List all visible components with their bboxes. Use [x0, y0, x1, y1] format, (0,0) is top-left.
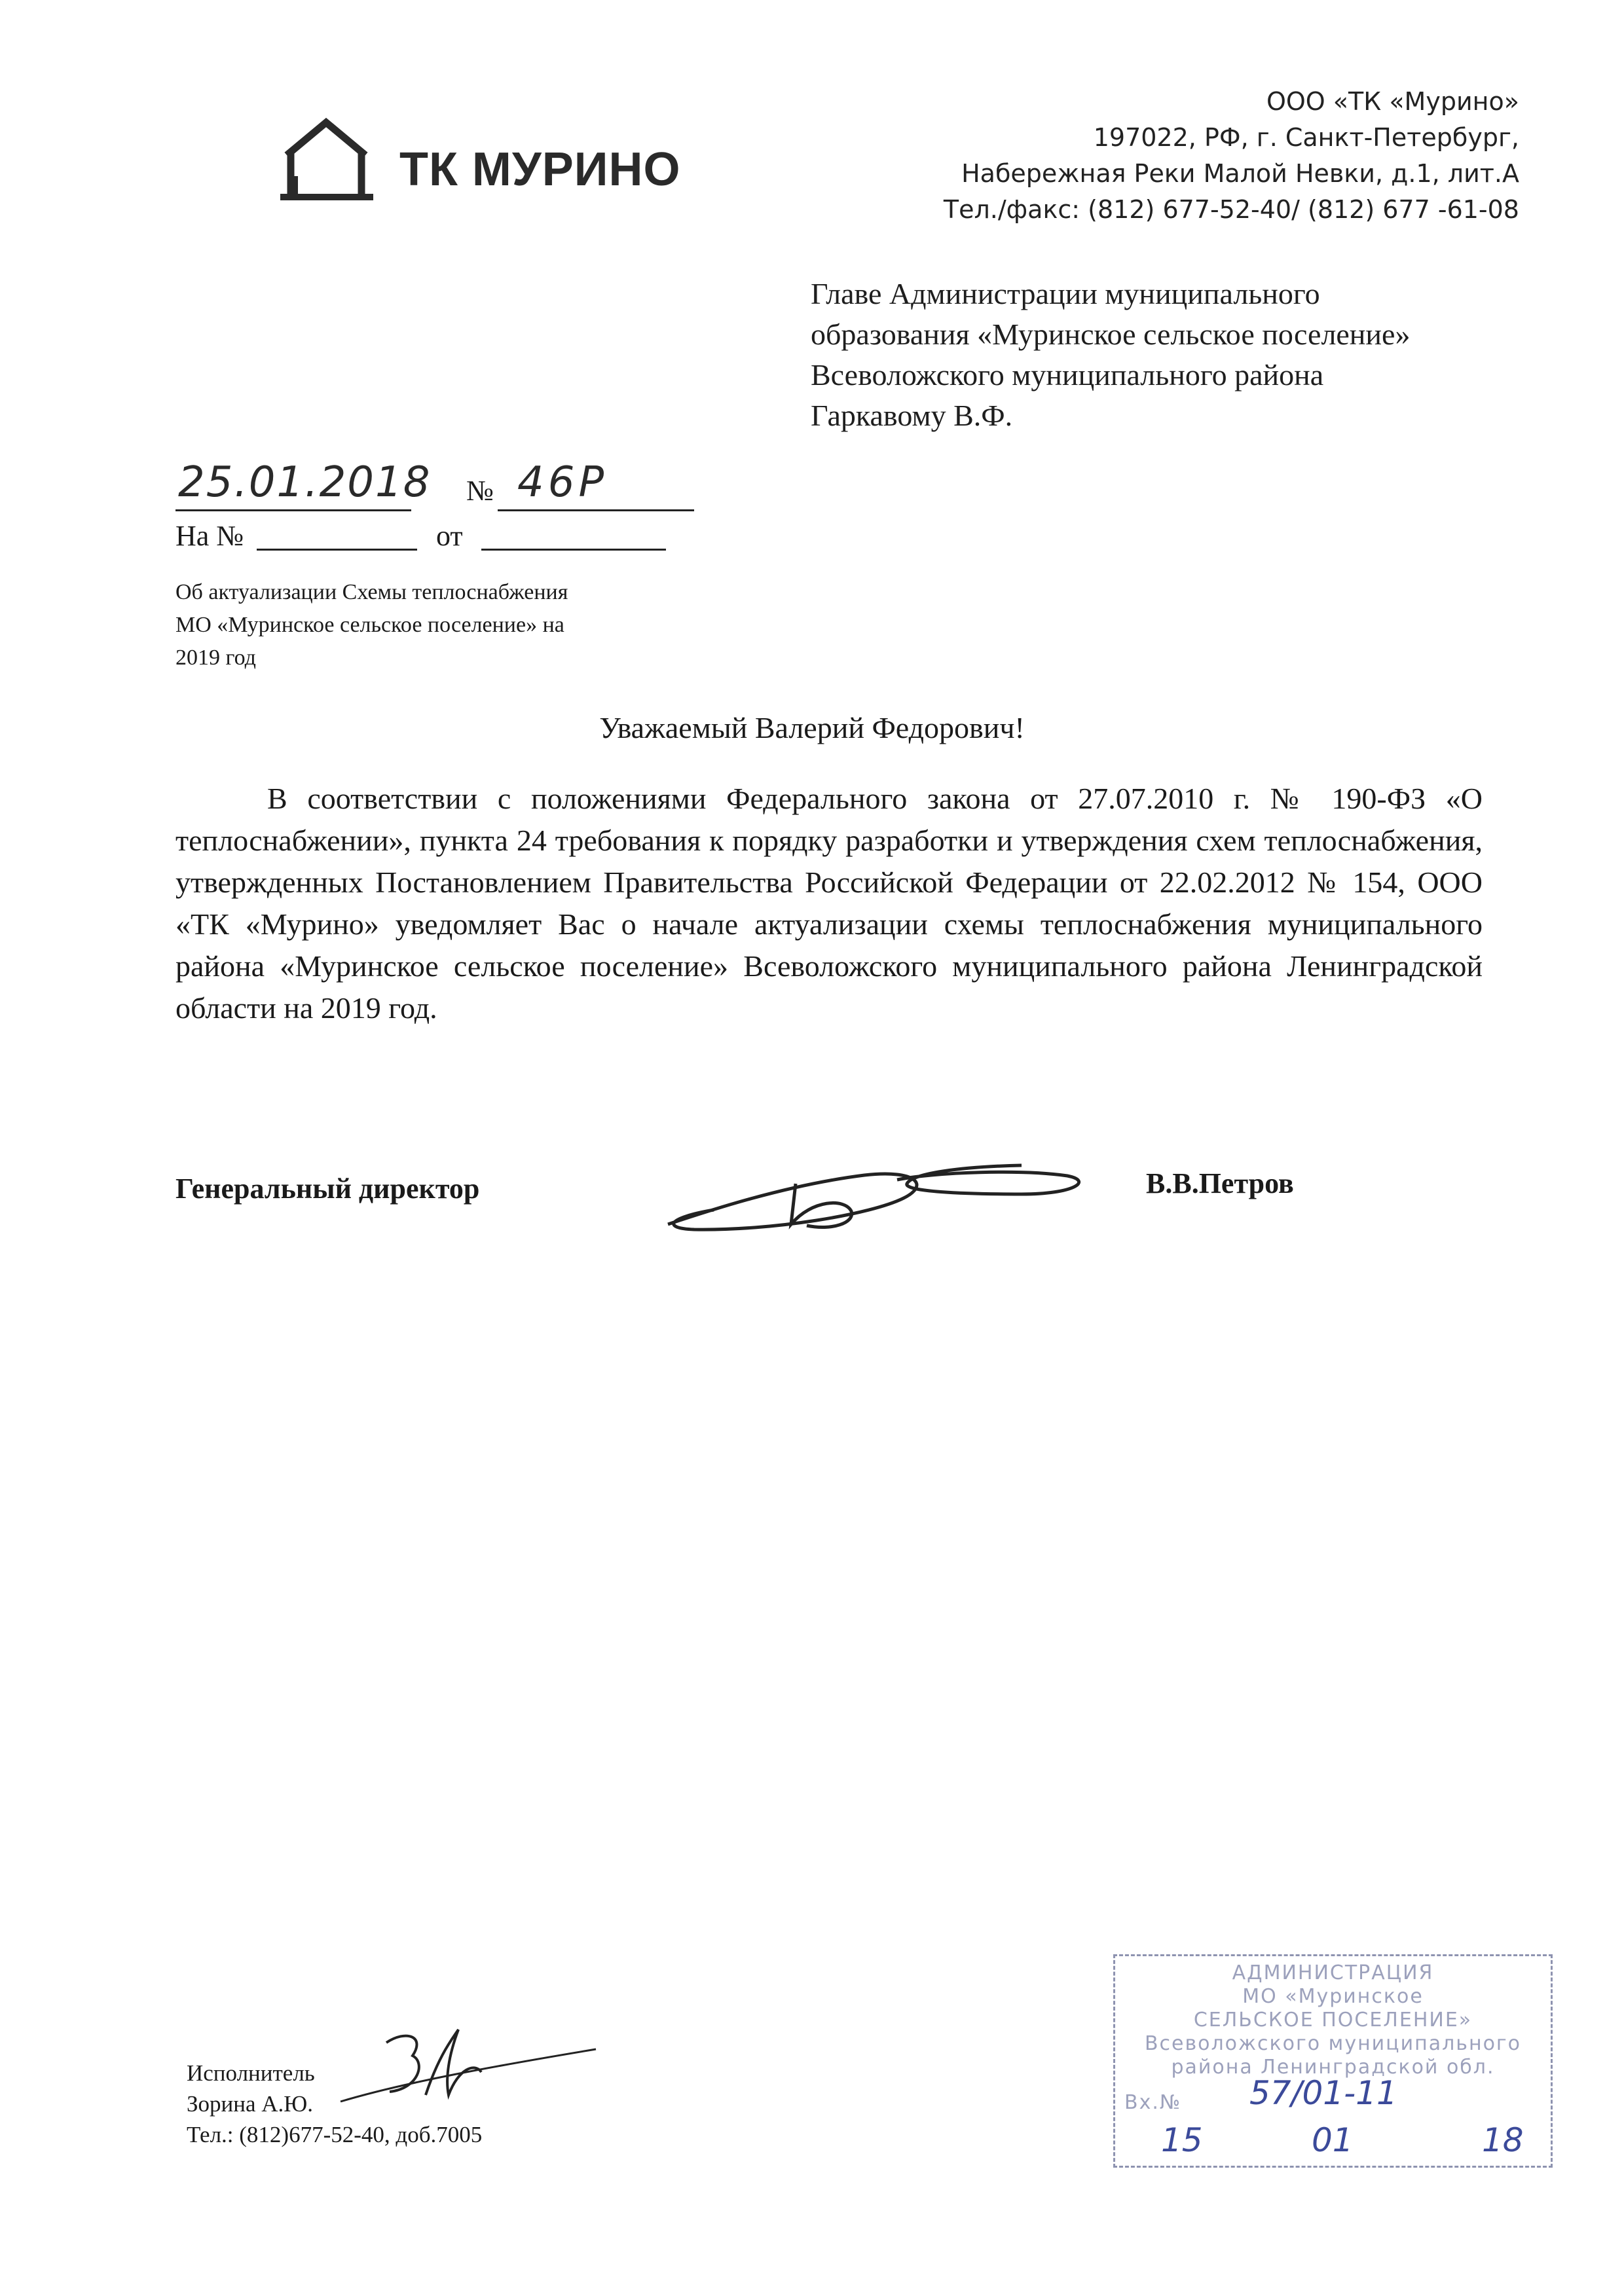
stamp-line: Всеволожского муниципального: [1144, 2032, 1522, 2055]
reply-date-label: от: [436, 520, 463, 552]
reply-date-blank: [481, 549, 666, 551]
date-underline: [175, 509, 411, 511]
stamp-date-month: 01: [1312, 2121, 1354, 2159]
stamp-date-day: 15: [1161, 2121, 1203, 2159]
addressee-line: Всеволожского муниципального района: [811, 358, 1324, 392]
reply-number-label: На №: [175, 520, 244, 552]
director-signature: [655, 1126, 1100, 1244]
executor-signature: [327, 2016, 602, 2115]
stamp-in-number: 57/01-11: [1249, 2074, 1397, 2112]
sender-address: [944, 84, 1519, 228]
stamp-line: СЕЛЬСКОЕ ПОСЕЛЕНИЕ»: [1193, 2009, 1473, 2032]
stamp-line: района Ленинградской обл.: [1171, 2056, 1495, 2079]
sender-line: 197022, РФ, г. Санкт-Петербург,: [1093, 123, 1519, 152]
addressee-block: [811, 274, 1410, 436]
stamp-line: МО «Муринское: [1242, 1985, 1424, 2008]
company-logo-text: ТК МУРИНО: [399, 143, 681, 196]
executor-name: Зорина А.Ю.: [187, 2091, 314, 2117]
stamp-in-label: Вх.№: [1124, 2091, 1182, 2114]
sender-line: Тел./факс: (812) 677-52-40/ (812) 677 -61-08: [943, 195, 1519, 224]
signatory-name: В.В.Петров: [1146, 1167, 1294, 1199]
addressee-line: Главе Администрации муниципального: [811, 277, 1320, 310]
house-icon: [275, 115, 373, 206]
subject-line: Об актуализации Схемы теплоснабжения: [175, 580, 568, 604]
reply-number-blank: [257, 549, 417, 551]
addressee-line: Гаркавому В.Ф.: [811, 399, 1013, 432]
subject-line: МО «Муринское сельское поселение» на: [175, 613, 564, 637]
executor-phone: Тел.: (812)677-52-40, доб.7005: [187, 2122, 483, 2147]
outgoing-date: 25.01.2018: [178, 458, 432, 507]
incoming-stamp: [1113, 1954, 1553, 2168]
letter-subject: [175, 576, 568, 674]
sender-line: Набережная Реки Малой Невки, д.1, лит.А: [961, 159, 1519, 188]
number-underline: [498, 509, 694, 511]
outgoing-number-label: №: [466, 475, 494, 507]
stamp-date-year: 18: [1482, 2121, 1524, 2159]
signatory-title: Генеральный директор: [175, 1173, 480, 1205]
subject-line: 2019 год: [175, 646, 256, 670]
body-paragraph: В соответствии с положениями Федерального закона от 27.07.2010 г. № 190-ФЗ «О теплоснабжении», пункта 24 требования к порядку разработки и утверждения схем теплоснабжения, утвержденных Постановлением Правительства Российской Федерации от 22.02.2012 № 154, ООО «ТК «Мурино» уведомляет Вас о начале актуализации схемы теплоснабжения муниципального района «Муринское сельское поселение» Всеволожского муниципального района Ленинградской области на 2019 год.: [175, 782, 1483, 1025]
executor-label: Исполнитель: [187, 2060, 315, 2086]
greeting: Уважаемый Валерий Федорович!: [599, 711, 1025, 744]
stamp-line: АДМИНИСТРАЦИЯ: [1232, 1961, 1434, 1984]
addressee-line: образования «Муринское сельское поселение»: [811, 318, 1411, 351]
sender-line: ООО «ТК «Мурино»: [1266, 87, 1519, 116]
letter-body: [175, 778, 1483, 1029]
outgoing-number: 46Р: [517, 458, 608, 507]
